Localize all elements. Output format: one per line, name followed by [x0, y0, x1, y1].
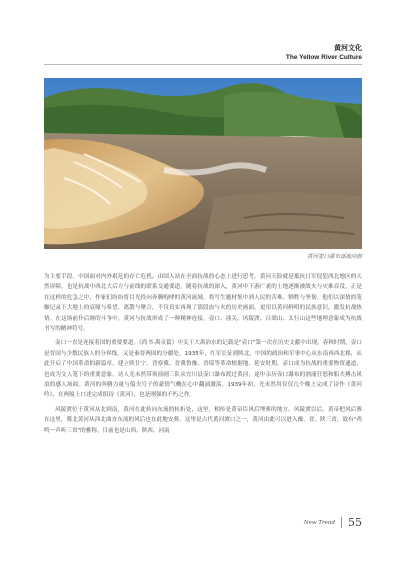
page-footer: [304, 516, 362, 529]
section-title-en: The Yellow River Culture: [285, 54, 362, 61]
yellow-river-waterfall-photo: [44, 78, 362, 249]
page-number: 55: [348, 516, 362, 529]
article-paragraph: 为主要手段。中国面对内外艰危的存亡危机，由国人站在全面抗战的心态上进行思考。黄河天险就是抵抗日军侵犯西北地区的天然屏障，也是抗战中西北大后方与前线的联系交通要道。随着抗战的深入，黄河中下游广袤的土地逐渐被战火与灾难吞没。正是在这样的危急之中，作家们纷纷将目光投向奔腾咆哮的黄河流域，将写生题材集中到人民的苦难、牺牲与坚韧。他们以深情的笔触记录下大地上的哀嚎与希望，离散与聚合，不仅真实再现了那段血与火的历史画面，更用以黄河鲜明的民族意识，激发抗战热情。在这场前仆后继的斗争中，黄河与抗战形成了一种精神连接。壶口、潼关、风陵渡、吕梁山、太行山这些地理意象成为抗战书写的精神符号。: [44, 274, 362, 333]
section-header: [286, 44, 362, 62]
section-title-cn: 黄河文化: [334, 44, 362, 52]
article-paragraph: 壶口一直是连接着国的重要要道。《尚书·禹贡篇》中关于大禹治水的记载是"壶口"第一次在历史文献中出现。春秋时期，壶口是晋国与少数民族人的分界线，又是秦晋两国的分疆处。1935年，红军长征到陕北，中国的政治和军事中心从东南再西北移，从此开启了中国革命的新篇章，建立陕甘宁、晋察冀、晋冀鲁豫、晋绥等革命根据地。延安时期，壶口成为抗战的重要物资通道，也成为文人笔下的重要意象。诗人光未然带领演剧三队从宜川县壶口瀑布渡过黄河，途中亲历壶口瀑布的汹涌狂怒和船夫搏击风浪的感人场面。黄河的奔腾力量与船夫号子的豪情气概在心中翻涌激荡，1939年初，光未然用仅仅几个晚上完成了诗作《黄河吟》，在两船上口述完成组诗《黄河》，也是刚强的不朽之作。: [44, 340, 362, 399]
article-body: [44, 272, 362, 440]
photo-caption: 黄河壶口瀑布逐流向前: [306, 254, 362, 260]
article-paragraph: 风陵渡位于黄河从北到南，黄河在此转向东流的转折处，这里，相传是黄帝臣风后埋葬的地方。风陵渡以后，黄帝把风后葬在这里，冀北黄河从西北曲直东流的风后也在此地安葬。这里是古代黄河渡口之一，黄河由此可以进入豫、晋、陕三省，故有"鸡鸣一声听三省"的雅称。目前也是山西、陕西、河南: [44, 406, 362, 434]
header-divider: [44, 64, 362, 65]
magazine-name: New Trend: [303, 519, 335, 526]
footer-divider: [341, 517, 342, 528]
